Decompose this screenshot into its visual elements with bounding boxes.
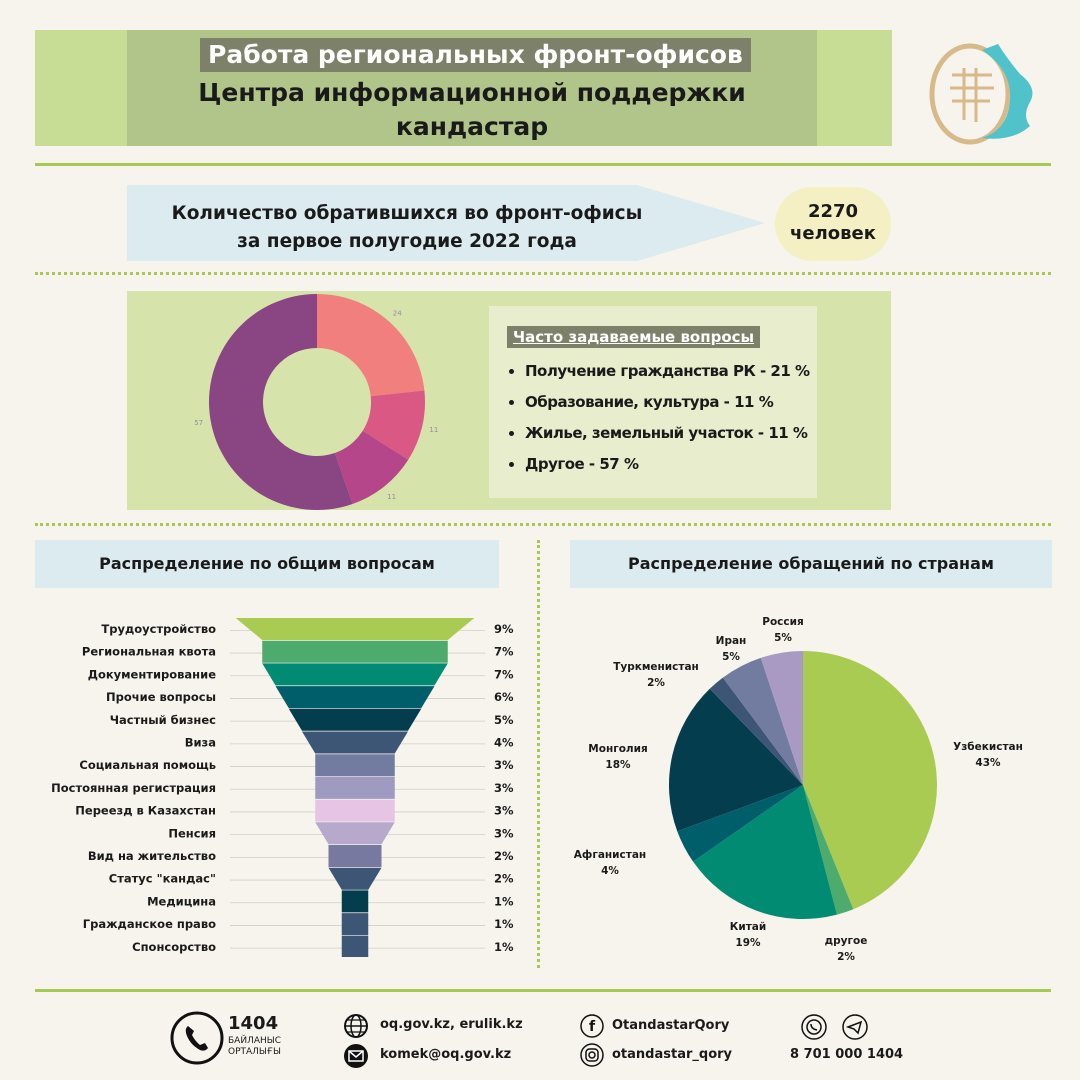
instagram-icon (580, 1043, 604, 1067)
pie-category-label: Россия (762, 616, 804, 628)
pie-category-label: Узбекистан (953, 741, 1023, 753)
telegram-icon (842, 1014, 868, 1040)
funnel-bar (315, 822, 395, 844)
pie-value-label: 18% (605, 759, 631, 771)
funnel-value-label: 7% (494, 644, 514, 659)
funnel-value-label: 6% (494, 690, 514, 705)
funnel-bar (342, 936, 369, 957)
pie-value-label: 4% (601, 865, 619, 877)
faq-item: • Другое - 57 % (525, 455, 817, 473)
funnel-category-label: Статус "кандас" (108, 871, 216, 886)
countries-pie-chart (560, 600, 1060, 960)
page-title-line1: Работа региональных фронт-офисов (200, 38, 751, 72)
funnel-category-label: Частный бизнес (109, 712, 216, 727)
funnel-value-label: 9% (494, 622, 514, 636)
funnel-category-label: Переезд в Казахстан (75, 803, 216, 818)
pie-category-label: другое (824, 935, 868, 947)
funnel-bar (276, 686, 435, 708)
whatsapp-icon (801, 1014, 827, 1040)
funnel-category-label: Пенсия (168, 826, 216, 841)
faq-title: Часто задаваемые вопросы (507, 326, 760, 348)
donut-chart (180, 291, 460, 511)
phone-number[interactable]: 8 701 000 1404 (790, 1047, 904, 1062)
phone-icon (170, 1011, 224, 1065)
funnel-value-label: 1% (494, 917, 514, 932)
funnel-category-label: Гражданское право (82, 917, 216, 932)
pie-value-label: 2% (837, 951, 855, 960)
faq-list (507, 362, 817, 473)
pie-value-label: 5% (774, 632, 792, 644)
funnel-bar (315, 777, 395, 799)
hotline-number: 1404 (228, 1013, 279, 1034)
funnel-bar (315, 754, 395, 776)
separator (35, 272, 1051, 275)
page-title-line3-text: кандастар (395, 112, 549, 141)
funnel-value-label: 2% (494, 871, 514, 886)
pie-category-label: Китай (729, 921, 767, 933)
separator (35, 989, 1051, 992)
count-text-line2: за первое полугодие 2022 года (237, 231, 577, 252)
funnel-bar (315, 800, 395, 822)
faq-item: • Получение гражданства РК - 21 % (525, 362, 817, 380)
instagram-link[interactable]: otandastar_qory (612, 1047, 733, 1062)
funnel-category-label: Документирование (87, 667, 216, 682)
email-icon (343, 1043, 369, 1069)
countries-title: Распределение обращений по странам (570, 540, 1052, 588)
vertical-separator (537, 540, 540, 968)
funnel-category-label: Виза (184, 735, 216, 750)
funnel-bar (329, 845, 382, 867)
funnel-value-label: 3% (494, 803, 514, 818)
count-description (127, 200, 687, 256)
count-badge (775, 187, 891, 261)
funnel-category-label: Социальная помощь (79, 758, 216, 773)
pie-value-label: 2% (647, 677, 665, 689)
facebook-link[interactable]: OtandastarQory (612, 1018, 730, 1033)
funnel-title: Распределение по общим вопросам (35, 540, 499, 588)
funnel-value-label: 3% (494, 780, 514, 795)
count-unit: человек (790, 223, 876, 244)
hotline-caption-line1: БАЙЛАНЫС (228, 1036, 281, 1046)
globe-icon (343, 1013, 369, 1039)
funnel-category-label: Медицина (147, 894, 216, 909)
page-title-line2-text: Центра информационной поддержки (198, 78, 746, 107)
pie-value-label: 5% (722, 651, 740, 663)
pie-value-label: 19% (735, 937, 761, 949)
donut-slice-label: 24 (392, 309, 402, 318)
count-text-line1: Количество обратившихся во фронт-офисы (171, 203, 643, 224)
funnel-bar (302, 732, 408, 754)
svg-text:f: f (588, 1019, 596, 1035)
funnel-bar (262, 663, 448, 685)
funnel-value-label: 1% (494, 894, 514, 909)
funnel-value-label: 1% (494, 939, 514, 954)
hotline-caption-line2: ОРТАЛЫҒЫ (228, 1047, 281, 1057)
faq-item: • Образование, культура - 11 % (525, 393, 817, 411)
pie-category-label: Туркменистан (613, 661, 699, 673)
funnel-bar (329, 868, 382, 890)
funnel-chart (35, 612, 535, 957)
funnel-bar (262, 641, 448, 663)
separator (35, 523, 1051, 526)
logo-icon (912, 30, 1054, 146)
funnel-category-label: Спонсорство (132, 939, 216, 954)
count-value: 2270 (807, 201, 859, 222)
funnel-bar (236, 618, 475, 640)
donut-slice-label: 57 (194, 419, 204, 428)
email-link[interactable]: komek@oq.gov.kz (380, 1047, 512, 1062)
funnel-bar (342, 890, 369, 912)
funnel-bar (342, 913, 369, 935)
funnel-value-label: 3% (494, 758, 514, 773)
websites-link[interactable]: oq.gov.kz, erulik.kz (380, 1017, 523, 1032)
donut-slice (317, 294, 424, 396)
funnel-category-label: Региональная квота (81, 644, 216, 659)
funnel-value-label: 3% (494, 826, 514, 841)
donut-slice-label: 11 (387, 492, 397, 501)
pie-value-label: 43% (975, 757, 1001, 769)
separator (35, 163, 1051, 166)
funnel-category-label: Постоянная регистрация (51, 780, 216, 795)
funnel-category-label: Прочие вопросы (106, 690, 216, 705)
funnel-value-label: 7% (494, 667, 514, 682)
pie-category-label: Монголия (588, 743, 648, 755)
funnel-bar (289, 709, 422, 731)
faq-item: • Жилье, земельный участок - 11 % (525, 424, 817, 442)
funnel-value-label: 2% (494, 849, 514, 863)
page-title-line2 (127, 76, 817, 144)
facebook-icon (580, 1014, 604, 1038)
pie-category-label: Иран (715, 635, 747, 647)
funnel-category-label: Вид на жительство (87, 849, 216, 863)
funnel-value-label: 4% (494, 735, 514, 750)
pie-category-label: Афганистан (573, 849, 647, 861)
donut-slice-label: 11 (429, 426, 439, 435)
funnel-category-label: Трудоустройство (101, 622, 216, 636)
faq-panel (489, 306, 817, 498)
funnel-value-label: 5% (494, 712, 514, 727)
hotline-caption (228, 1036, 281, 1058)
